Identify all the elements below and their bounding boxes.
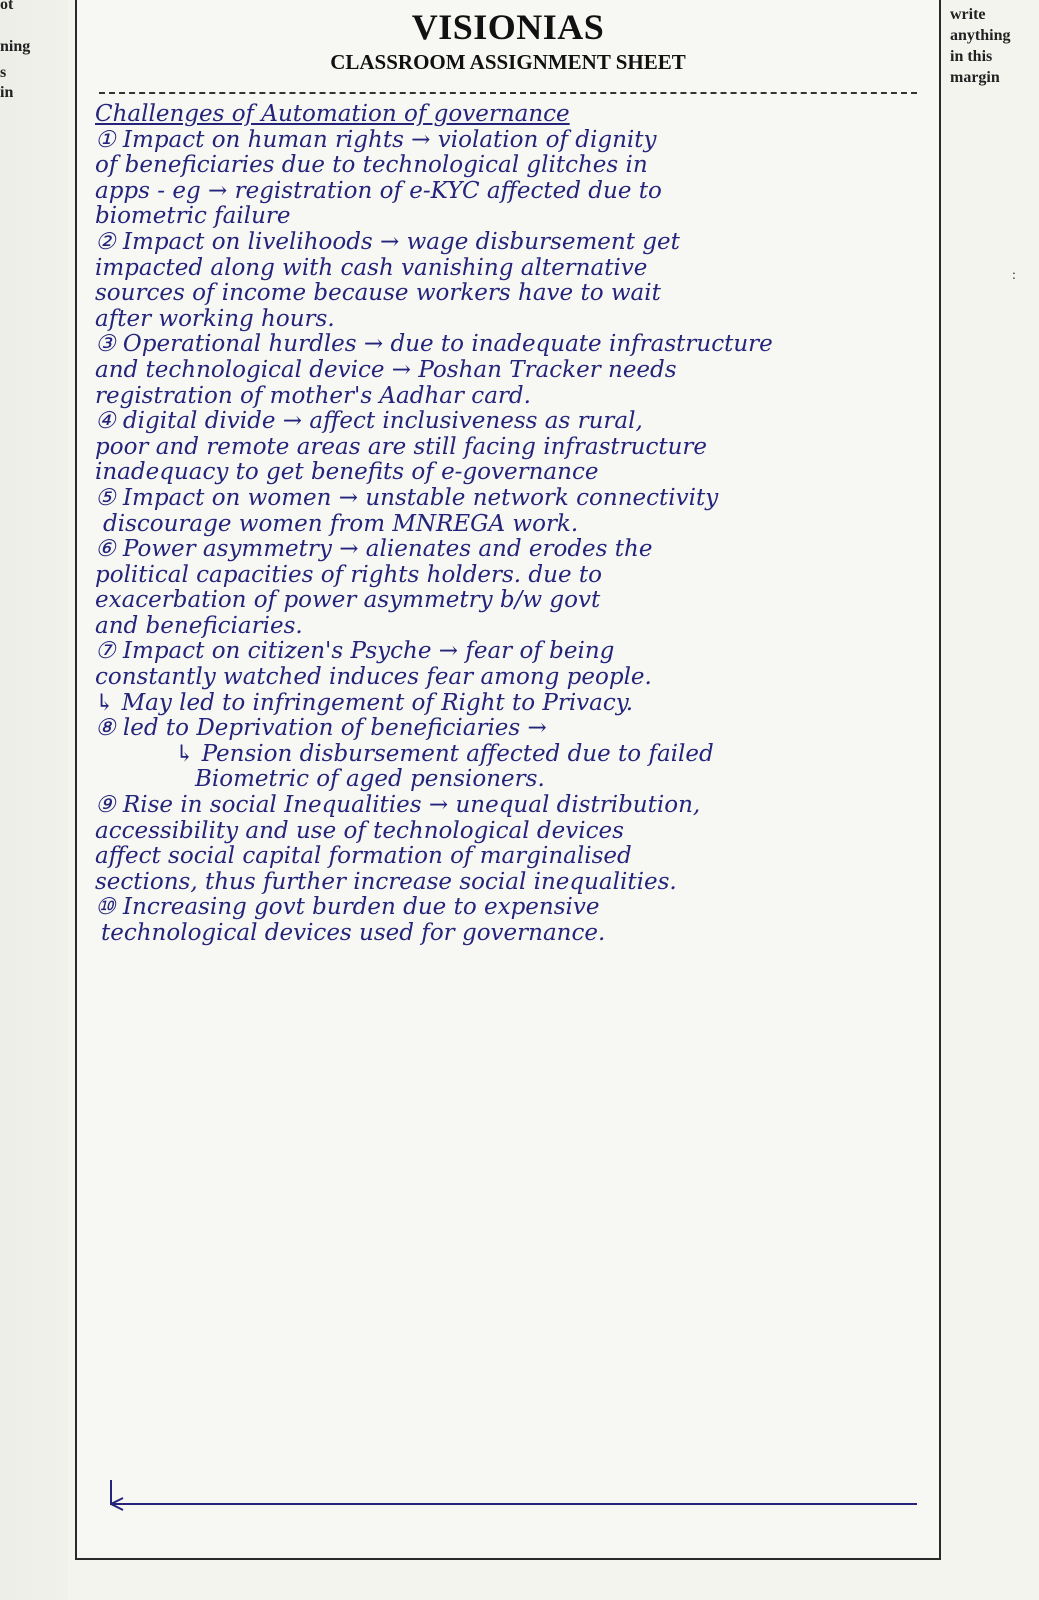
answer-line: inadequacy to get benefits of e-governance	[95, 459, 599, 486]
margin-instruction-line: anything	[950, 27, 1011, 44]
answer-line: ⑤ Impact on women → unstable network connectivity	[95, 484, 719, 511]
margin-instruction	[950, 4, 1039, 88]
answer-line: and beneficiaries.	[95, 612, 303, 639]
answer-heading: Challenges of Automation of governance	[95, 101, 570, 127]
answer-line: political capacities of rights holders. due to	[95, 561, 602, 588]
closing-arrow-icon	[105, 1478, 925, 1512]
answer-line: ⑩ Increasing govt burden due to expensive	[95, 894, 600, 921]
margin-instruction-line: in this	[950, 48, 993, 65]
left-margin-fragment: ning	[0, 38, 31, 55]
sheet-subtitle: CLASSROOM ASSIGNMENT SHEET	[330, 50, 686, 74]
answer-line: technological devices used for governance.	[101, 920, 606, 946]
answer-line: accessibility and use of technological devices	[95, 817, 624, 844]
answer-line: biometric failure	[95, 203, 291, 230]
answer-line: ④ digital divide → affect inclusiveness as rural,	[95, 408, 643, 435]
answer-line: of beneficiaries due to technological glitches in	[95, 152, 648, 179]
answer-line: sections, thus further increase social inequalities.	[95, 868, 677, 895]
stray-mark: :	[1012, 268, 1016, 283]
answer-line: ① Impact on human rights → violation of dignity	[95, 126, 657, 153]
answer-line: impacted along with cash vanishing alternative	[95, 254, 648, 281]
left-margin-fragment: in	[0, 84, 14, 101]
answer-line: poor and remote areas are still facing infrastructure	[95, 433, 708, 460]
answer-line: Biometric of aged pensioners.	[195, 766, 545, 793]
left-margin-fragment: ot	[0, 0, 14, 13]
assignment-sheet	[75, 0, 941, 1560]
answer-line: discourage women from MNREGA work.	[103, 510, 579, 537]
answer-line: registration of mother's Aadhar card.	[95, 382, 531, 409]
answer-line: ⑧ led to Deprivation of beneficiaries →	[95, 715, 547, 742]
answer-line: and technological device → Poshan Tracker needs	[95, 356, 677, 383]
answer-line: ② Impact on livelihoods → wage disbursement get	[95, 228, 680, 255]
answer-line: ⑦ Impact on citizen's Psyche → fear of being	[95, 638, 615, 665]
answer-line: exacerbation of power asymmetry b/w govt	[95, 587, 601, 614]
answer-line: affect social capital formation of marginalised	[95, 843, 632, 870]
answer-line: ③ Operational hurdles → due to inadequate infrastructure	[95, 331, 773, 358]
answer-line: after working hours.	[95, 305, 335, 332]
answer-line: constantly watched induces fear among people.	[95, 664, 652, 691]
left-margin-fragment: s	[0, 64, 7, 81]
answer-line: ↳ May led to infringement of Right to Privacy.	[95, 689, 634, 716]
left-page-edge	[0, 0, 68, 1600]
handwritten-answer	[95, 102, 927, 947]
answer-line: ⑥ Power asymmetry → alienates and erodes the	[95, 536, 653, 563]
answer-line: apps - eg → registration of e-KYC affected due to	[95, 177, 662, 204]
margin-instruction-line: write	[950, 6, 986, 23]
sheet-title: VISIONIAS	[411, 7, 605, 47]
answer-line: ↳ Pension disbursement affected due to failed	[175, 740, 714, 767]
answer-line: ⑨ Rise in social Inequalities → unequal distribution,	[95, 792, 701, 819]
header-divider	[99, 92, 917, 94]
answer-line: sources of income because workers have to wait	[95, 280, 661, 307]
margin-instruction-line: margin	[950, 69, 1000, 86]
